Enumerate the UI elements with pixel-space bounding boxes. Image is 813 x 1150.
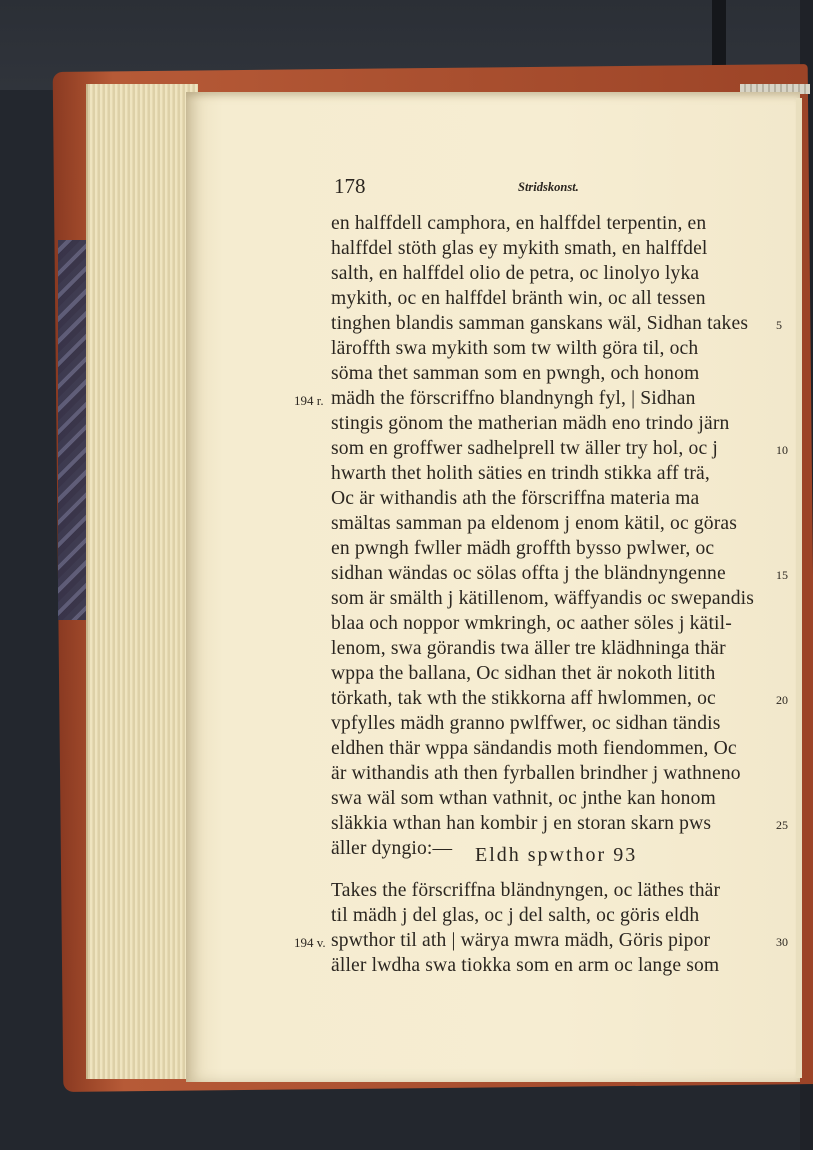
text-line: salth, en halffdel olio de petra, oc linolyo lyka	[331, 263, 700, 284]
text-line: söma thet samman som en pwngh, och honom	[331, 363, 700, 384]
text-line: spwthor til ath | wärya mwra mädh, Göris pipor	[331, 930, 711, 951]
text-line: stingis gönom the matherian mädh eno trindo järn	[331, 413, 730, 434]
text-line: vpfylles mädh granno pwlffwer, oc sidhan tändis	[331, 713, 721, 734]
text-line: äller lwdha swa tiokka som en arm oc lange som	[331, 955, 720, 976]
text-line: Oc är withandis ath the förscriffna materia ma	[331, 488, 700, 509]
text-line: blaa och noppor wmkringh, oc aather söles j kätil-	[331, 613, 732, 634]
text-line: som en groffwer sadhelprell tw äller try hol, oc j	[331, 438, 718, 459]
line-number: 25	[776, 818, 788, 832]
text-line: är withandis ath then fyrballen brindher j wathneno	[331, 763, 741, 784]
text-line: äller dyngio:—	[331, 838, 453, 859]
line-number: 10	[776, 443, 788, 457]
text-line: til mädh j del glas, oc j del salth, oc göris eldh	[331, 905, 700, 926]
page-number: 178	[334, 174, 366, 198]
text-line: swa wäl som wthan vathnit, oc jnthe kan honom	[331, 788, 716, 809]
text-line: Takes the förscriffna bländnyngen, oc läthes thär	[331, 880, 721, 901]
text-line: tinghen blandis samman ganskans wäl, Sidhan takes	[331, 313, 749, 334]
line-number: 20	[776, 693, 788, 707]
text-line: läroffth swa mykith som tw wilth göra til, och	[331, 338, 699, 359]
text-line: mykith, oc en halffdel bränth win, oc all tessen	[331, 288, 706, 309]
running-head: Stridskonst.	[518, 180, 579, 194]
text-line: lenom, swa görandis twa äller tre klädhninga thär	[331, 638, 726, 659]
text-line: wppa the ballana, Oc sidhan thet är nokoth litith	[331, 663, 716, 684]
section-heading: Eldh spwthor 93	[475, 844, 638, 866]
text-line: eldhen thär wppa sändandis moth fiendommen, Oc	[331, 738, 737, 759]
page-edge	[796, 98, 802, 1078]
text-line: törkath, tak wth the stikkorna aff hwlommen, oc	[331, 688, 716, 709]
text-line: smältas samman pa eldenom j enom kätil, oc göras	[331, 513, 738, 534]
text-line: halffdel stöth glas ey mykith smath, en halffdel	[331, 238, 708, 259]
text-line: en pwngh fwller mädh groffth bysso pwlwer, oc	[331, 538, 715, 559]
text-line: hwarth thet holith säties en trindh stikka aff trä,	[331, 463, 710, 484]
folio-marker: 194 v.	[294, 935, 326, 950]
line-number: 5	[776, 318, 782, 332]
text-line: en halffdell camphora, en halffdel terpentin, en	[331, 213, 707, 234]
text-line: mädh the förscriffno blandnyngh fyl, | Sidhan	[331, 388, 696, 409]
text-line: som är smälth j kätillenom, wäffyandis oc swepandis	[331, 588, 755, 609]
folio-marker: 194 r.	[294, 393, 324, 408]
page-edges	[86, 84, 198, 1079]
text-line: sidhan wändas oc sölas offta j the bländnyngenne	[331, 563, 726, 584]
text-line: släkkia wthan han kombir j en storan skarn pws	[331, 813, 712, 834]
line-number: 30	[776, 935, 788, 949]
line-number: 15	[776, 568, 788, 582]
